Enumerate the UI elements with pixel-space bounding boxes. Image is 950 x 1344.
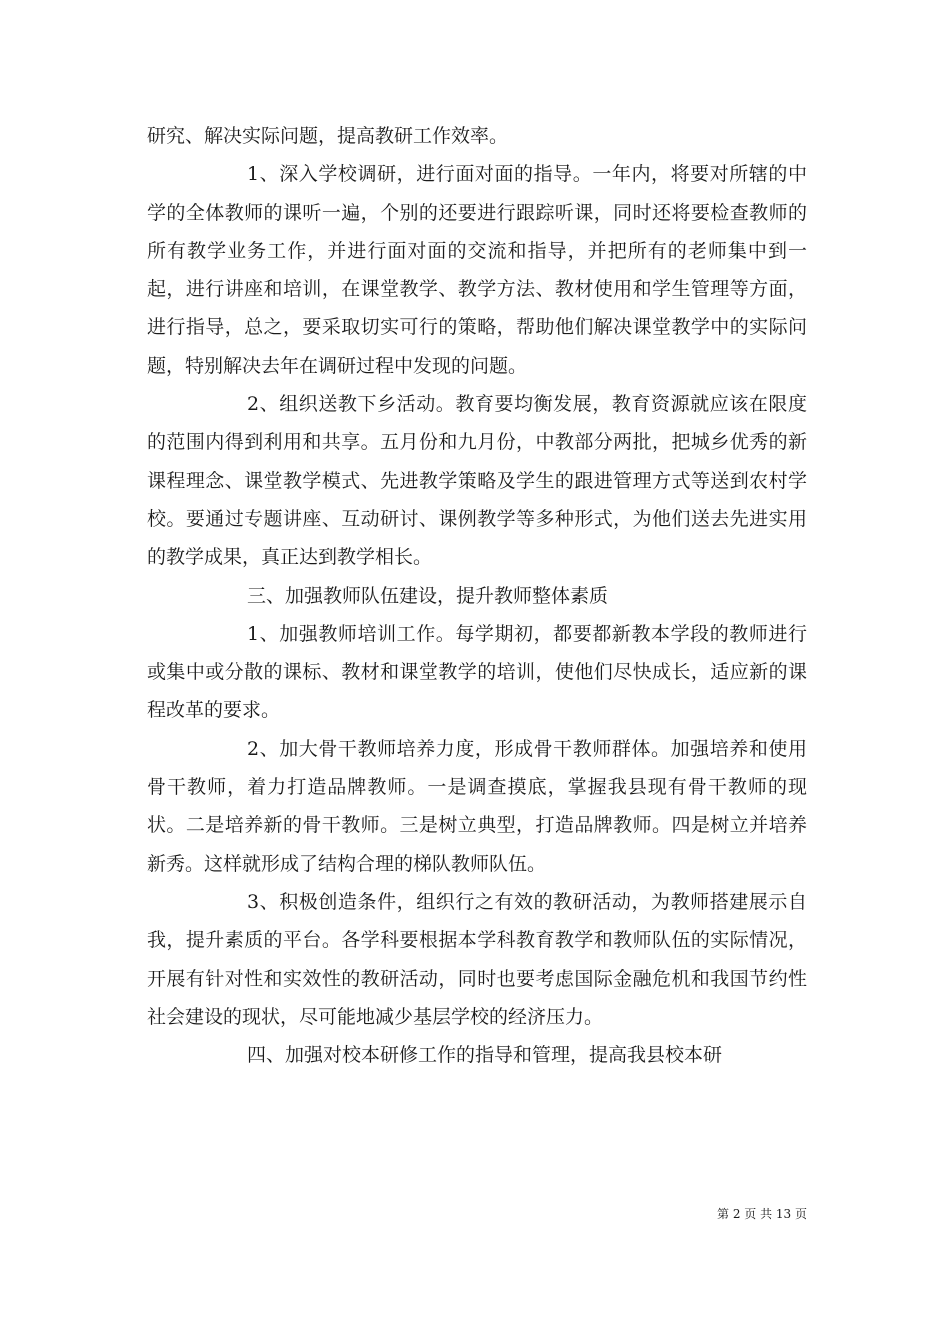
paragraph-continuation: 研究、解决实际问题，提高教研工作效率。: [147, 125, 509, 147]
paragraph-school-research: 1、深入学校调研，进行面对面的指导。一年内，将要对所辖的中学的全体教师的课听一遍，个别的还要进行跟踪听课，同时还将要检查教师的所有教学业务工作，并进行面对面的交流和指导，并把所有的老师集中到一起，进行讲座和培训，在课堂教学、教学方法、教材使用和学生管理等方面，进行指导，总之，要采取切实可行的策略，帮助他们解决课堂教学中的实际问题，特别解决去年在调研过程中发现的问题。: [147, 163, 807, 377]
paragraph-teacher-training: 1、加强教师培训工作。每学期初，都要都新教本学段的教师进行或集中或分散的课标、教材和课堂教学的培训，使他们尽快成长，适应新的课程改革的要求。: [147, 622, 807, 722]
section-heading-teacher-team: 三、加强教师队伍建设，提升教师整体素质: [247, 584, 609, 607]
page-number-footer: 第 2 页 共 13 页: [717, 1207, 807, 1221]
paragraph-teaching-outreach: 2、组织送教下乡活动。教育要均衡发展，教育资源就应该在限度的范围内得到利用和共享。五月份和九月份，中教部分两批，把城乡优秀的新课程理念、课堂教学模式、先进教学策略及学生的跟进管理方式等送到农村学校。要通过专题讲座、互动研讨、课例教学等多种形式，为他们送去先进实用的教学成果，真正达到教学相长。: [147, 393, 807, 569]
section-heading-school-based-research: 四、加强对校本研修工作的指导和管理，提高我县校本研: [247, 1044, 723, 1067]
document-body: [147, 117, 807, 1074]
paragraph-research-activities: 3、积极创造条件，组织行之有效的教研活动，为教师搭建展示自我，提升素质的平台。各学科要根据本学科教育教学和教师队伍的实际情况，开展有针对性和实效性的教研活动，同时也要考虑国际金融危机和我国节约性社会建设的现状，尽可能地减少基层学校的经济压力。: [147, 890, 807, 1028]
paragraph-key-teachers: 2、加大骨干教师培养力度，形成骨干教师群体。加强培养和使用骨干教师，着力打造品牌教师。一是调查摸底，掌握我县现有骨干教师的现状。二是培养新的骨干教师。三是树立典型，打造品牌教师。四是树立并培养新秀。这样就形成了结构合理的梯队教师队伍。: [147, 737, 807, 875]
